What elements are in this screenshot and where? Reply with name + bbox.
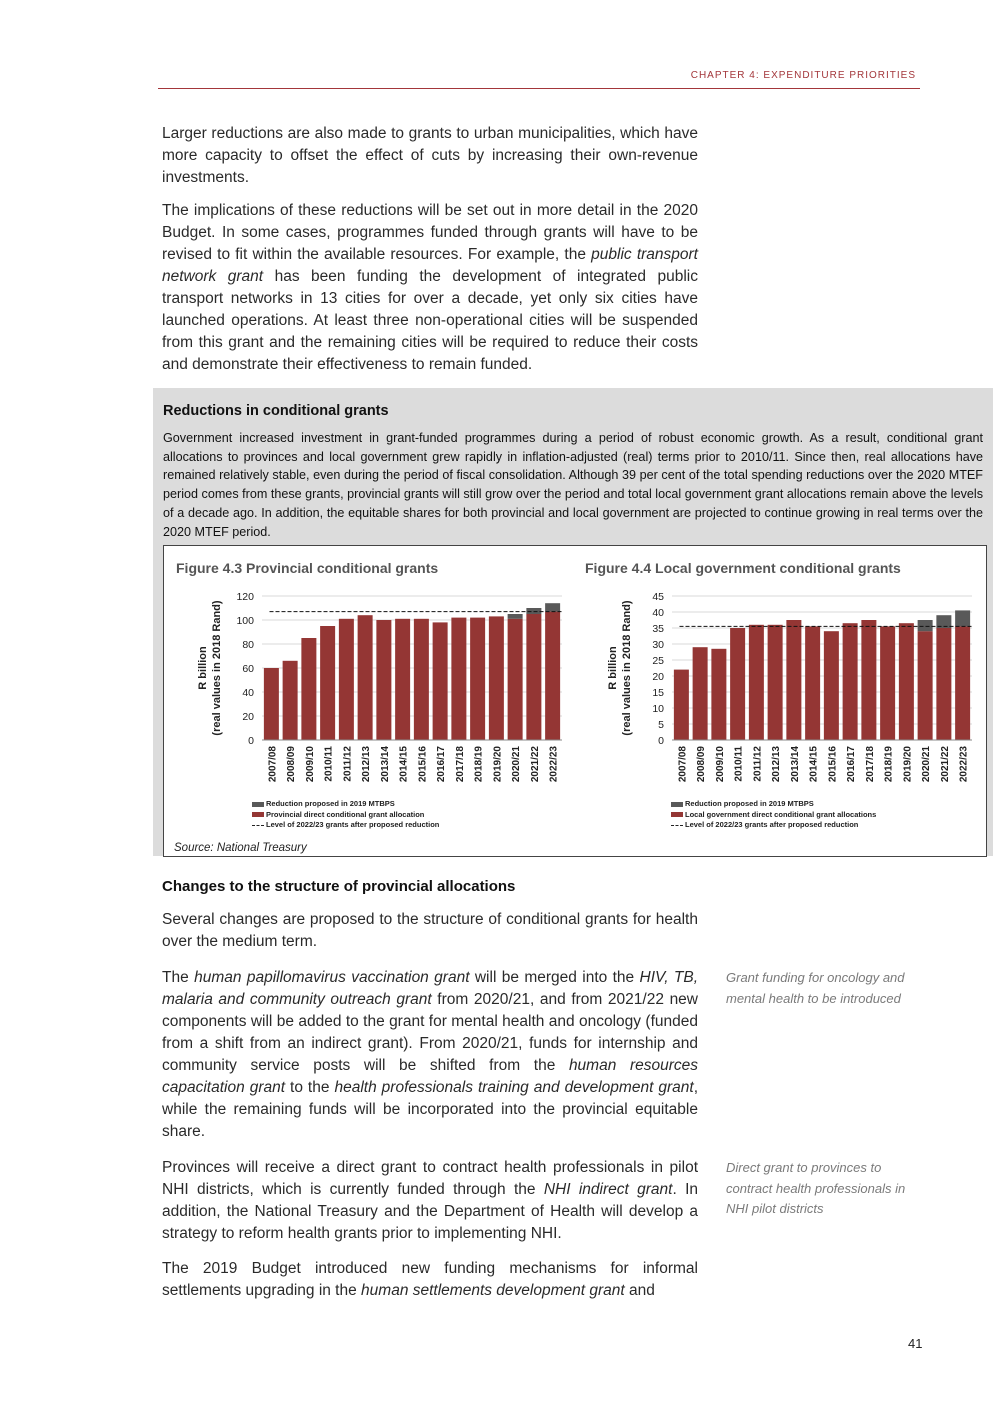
paragraph-4-part: human papillomavirus vaccination grant (194, 969, 470, 986)
bar-allocation (730, 628, 745, 740)
paragraph-6-part: The 2019 Budget introduced new funding mechanisms for informal settlements upgrading in the (162, 1260, 698, 1299)
y-tick-label: 40 (652, 607, 664, 619)
paragraph-5 (162, 1157, 698, 1245)
paragraph-4-part: , while the remaining funds will be incorporated into the provincial equitable share. (162, 1079, 698, 1140)
y-tick-label: 15 (652, 687, 664, 699)
y-tick-label: 20 (242, 711, 254, 723)
paragraph-5-part: . In addition, the National Treasury and the Department of Health will develop a strategy to reform health grants prior to implementing NHI. (162, 1181, 698, 1242)
y-tick-label: 40 (242, 687, 254, 699)
x-tick-label: 2008/09 (286, 746, 298, 783)
bar-allocation (358, 615, 373, 740)
bar-allocation (861, 620, 876, 740)
bar-allocation (918, 631, 933, 740)
figure-4-4-title: Figure 4.4 Local government conditional grants (585, 560, 901, 576)
paragraph-2-part-b: has been funding the development of integrated public transport networks in 13 cities for over a decade, yet only six cities have launched operations. At least three non-operational cities will be suspended from this grant and the remaining cities will be required to reduce their costs and demonstrate their effectiveness to remain funded. (162, 268, 698, 373)
x-tick-label: 2012/13 (361, 746, 373, 783)
x-tick-label: 2021/22 (529, 746, 541, 783)
legend-item-level (252, 820, 439, 831)
bar-allocation (674, 670, 689, 740)
x-tick-label: 2018/19 (473, 746, 485, 783)
bar-allocation (283, 661, 298, 740)
paragraph-4-part: HIV, TB, malaria and community outreach grant (162, 969, 698, 1008)
paragraph-6-part: and (624, 1282, 655, 1299)
y-tick-label: 0 (248, 735, 254, 747)
paragraph-1: Larger reductions are also made to grants to urban municipalities, which have more capacity to offset the effect of cuts by increasing their own-revenue investments. (162, 125, 698, 186)
x-tick-label: 2009/10 (304, 746, 316, 783)
figure-source: Source: National Treasury (174, 842, 307, 854)
bar-allocation (824, 631, 839, 740)
y-axis-label: R billion (197, 646, 209, 690)
x-tick-label: 2011/12 (342, 746, 354, 782)
paragraph-3: Several changes are proposed to the structure of conditional grants for health over the medium term. (162, 911, 698, 950)
y-tick-label: 5 (658, 719, 664, 731)
bar-allocation (899, 623, 914, 740)
bar-allocation (264, 668, 279, 740)
x-tick-label: 2017/18 (864, 746, 876, 783)
paragraph-4 (162, 967, 698, 1143)
bar-allocation (805, 626, 820, 740)
y-axis-label: (real values in 2018 Rand) (211, 600, 223, 736)
x-tick-label: 2020/21 (921, 746, 933, 783)
legend-dash (671, 825, 683, 826)
provincial-legend (252, 799, 439, 831)
paragraph-2 (162, 200, 698, 376)
x-tick-label: 2013/14 (789, 746, 801, 783)
x-tick-label: 2010/11 (323, 746, 335, 782)
bar-allocation (749, 625, 764, 740)
legend-swatch (671, 802, 683, 807)
x-tick-label: 2007/08 (677, 746, 689, 783)
chapter-header: CHAPTER 4: EXPENDITURE PRIORITIES (690, 70, 916, 81)
x-tick-label: 2015/16 (827, 746, 839, 783)
bar-allocation (339, 619, 354, 740)
paragraph-2-italic: public transport network grant (162, 246, 698, 285)
box-text: Government increased investment in grant-funded programmes during a period of robust economic growth. As a result, conditional grant allocations to provinces and local government grew rapidly in inflation-adjusted (real) terms prior to 2010/11. Since then, real allocations have remained relatively stable, even during the period of fiscal consolidation. Although 39 per cent of the total spending reductions over the 2020 MTEF period comes from these grants, provincial grants will still grow over the period and total local government grant allocations remain above the levels of a decade ago. In addition, the equitable shares for both provincial and local government are projected to continue growing in real terms over the 2020 MTEF period. (163, 431, 983, 539)
bar-allocation (545, 612, 560, 740)
y-tick-label: 25 (652, 655, 664, 667)
paragraph-4-part: from 2020/21, and from 2021/22 new components will be added to the grant for mental health and oncology (funded from a shift from an indirect grant). From 2020/21, funds for internship and community service posts will be shifted from the (162, 991, 699, 1074)
bar-allocation (768, 625, 783, 740)
paragraph-4-part: will be merged into the (469, 969, 640, 986)
legend-swatch (252, 802, 264, 807)
paragraph-6 (162, 1258, 698, 1302)
x-tick-label: 2014/15 (398, 746, 410, 783)
reductions-box (153, 388, 993, 856)
paragraph-4-part: The (162, 969, 195, 986)
y-tick-label: 120 (236, 591, 254, 603)
bar-allocation (320, 626, 335, 740)
bar-reduction (508, 614, 523, 619)
x-tick-label: 2020/21 (511, 746, 523, 783)
x-tick-label: 2022/23 (958, 746, 970, 783)
legend-label: Reduction proposed in 2019 MTBPS (685, 799, 814, 808)
bar-allocation (843, 623, 858, 740)
x-tick-label: 2017/18 (454, 746, 466, 783)
local-legend (671, 799, 876, 831)
bar-allocation (711, 649, 726, 740)
bar-allocation (414, 619, 429, 740)
bar-allocation (395, 619, 410, 740)
legend-item-allocation (671, 810, 876, 821)
x-tick-label: 2007/08 (267, 746, 279, 783)
x-tick-label: 2008/09 (696, 746, 708, 783)
x-tick-label: 2016/17 (436, 746, 448, 783)
bar-allocation (936, 628, 951, 740)
bar-allocation (489, 616, 504, 740)
section-title: Changes to the structure of provincial allocations (162, 878, 516, 895)
y-tick-label: 30 (652, 639, 664, 651)
x-tick-label: 2018/19 (883, 746, 895, 783)
y-tick-label: 100 (236, 615, 254, 627)
figure-4-3-title: Figure 4.3 Provincial conditional grants (176, 560, 439, 576)
margin-note-nhi: Direct grant to provinces to contract health professionals in NHI pilot districts (726, 1160, 906, 1216)
y-tick-label: 10 (652, 703, 664, 715)
paragraph-2-part-a: The implications of these reductions will be set out in more detail in the 2020 Budget. In some cases, programmes funded through grants will have to be revised to fit within the available resources. For example, the (162, 202, 698, 263)
legend-label: Local government direct conditional grant allocations (685, 809, 877, 819)
y-tick-label: 60 (242, 663, 254, 675)
x-tick-label: 2022/23 (548, 746, 560, 783)
bar-allocation (433, 622, 448, 740)
bar-allocation (693, 647, 708, 740)
x-tick-label: 2014/15 (808, 746, 820, 783)
legend-swatch (252, 812, 264, 817)
provincial-grants-chart (194, 584, 574, 799)
legend-dash (252, 825, 264, 826)
y-tick-label: 80 (242, 639, 254, 651)
x-tick-label: 2009/10 (714, 746, 726, 783)
x-tick-label: 2021/22 (939, 746, 951, 783)
page-number: 41 (908, 1336, 923, 1351)
y-tick-label: 0 (658, 735, 664, 747)
bar-allocation (786, 620, 801, 740)
header-rule (158, 88, 920, 89)
x-tick-label: 2010/11 (733, 746, 745, 782)
legend-swatch (671, 812, 683, 817)
legend-label: Reduction proposed in 2019 MTBPS (266, 799, 395, 808)
x-tick-label: 2019/20 (492, 746, 504, 783)
legend-label: Level of 2022/23 grants after proposed reduction (685, 820, 859, 829)
bar-reduction (955, 610, 970, 626)
bar-allocation (470, 618, 485, 740)
bar-allocation (376, 620, 391, 740)
paragraph-4-part: human resources capacitation grant (162, 1057, 698, 1096)
legend-item-allocation (252, 810, 439, 821)
legend-item-reduction (252, 799, 439, 810)
local-grants-chart (604, 584, 984, 799)
x-tick-label: 2011/12 (752, 746, 764, 782)
legend-label: Level of 2022/23 grants after proposed reduction (266, 820, 440, 829)
y-tick-label: 35 (652, 623, 664, 635)
x-tick-label: 2012/13 (771, 746, 783, 783)
x-tick-label: 2016/17 (846, 746, 858, 783)
bar-reduction (526, 608, 541, 614)
paragraph-5-part: Provinces will receive a direct grant to contract health professionals in pilot NHI districts, which is currently funded through the (162, 1159, 698, 1198)
paragraph-4-part: to the (285, 1079, 335, 1096)
bar-allocation (301, 638, 316, 740)
bar-reduction (918, 620, 933, 631)
figure-panel (163, 545, 987, 857)
x-tick-label: 2015/16 (417, 746, 429, 783)
bar-allocation (451, 618, 466, 740)
legend-item-reduction (671, 799, 876, 810)
y-tick-label: 45 (652, 591, 664, 603)
margin-note-oncology: Grant funding for oncology and mental health to be introduced (726, 970, 905, 1006)
bar-allocation (508, 619, 523, 740)
box-title: Reductions in conditional grants (163, 403, 389, 419)
paragraph-6-part: human settlements development grant (361, 1282, 625, 1299)
bar-reduction (545, 603, 560, 611)
bar-allocation (955, 626, 970, 740)
x-tick-label: 2019/20 (902, 746, 914, 783)
bar-allocation (526, 614, 541, 740)
paragraph-5-part: NHI indirect grant (543, 1181, 673, 1198)
legend-label: Provincial direct conditional grant allocation (266, 809, 425, 819)
bar-allocation (880, 626, 895, 740)
x-tick-label: 2013/14 (379, 746, 391, 783)
legend-item-level (671, 820, 876, 831)
y-axis-label: (real values in 2018 Rand) (621, 600, 633, 736)
y-axis-label: R billion (607, 646, 619, 690)
paragraph-4-part: health professionals training and development grant (334, 1079, 694, 1096)
y-tick-label: 20 (652, 671, 664, 683)
